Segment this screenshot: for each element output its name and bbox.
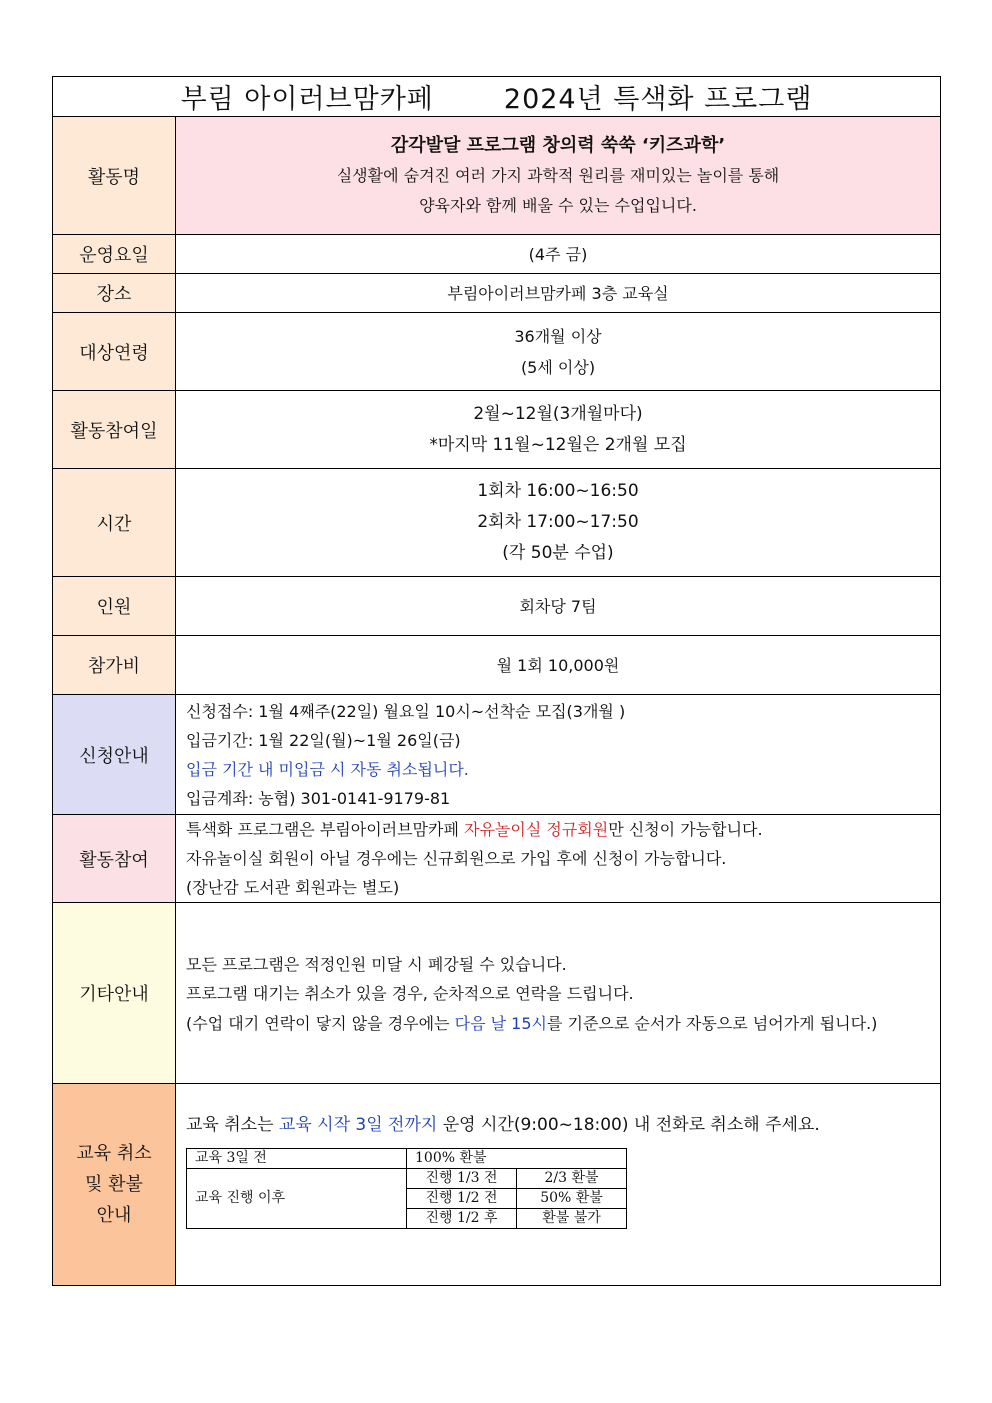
target-age-cell	[176, 313, 941, 391]
row-activity-name	[53, 117, 941, 235]
fee-value: 월 1회 10,000원	[176, 636, 941, 695]
row-application	[53, 695, 941, 815]
row-operating-day	[53, 235, 941, 274]
application-line-1: 신청접수: 1월 4째주(22일) 월요일 10시~선착순 모집(3개월 )	[186, 701, 626, 721]
capacity-value: 회차당 7팀	[176, 577, 941, 636]
row-participation-date	[53, 391, 941, 469]
row-target-age	[53, 313, 941, 391]
program-table	[52, 76, 941, 1286]
refund-intro-highlight: 교육 시작 3일 전까지	[278, 1114, 438, 1135]
label-activity-name: 활동명	[53, 117, 176, 235]
place-value: 부림아이러브맘카페 3층 교육실	[176, 274, 941, 313]
other-line-3-b: 를 기준으로 순서가 자동으로 넘어가게 됩니다.)	[546, 1014, 878, 1033]
label-target-age: 대상연령	[53, 313, 176, 391]
row-capacity	[53, 577, 941, 636]
participation-line-1-b: 만 신청이 가능합니다.	[608, 820, 763, 839]
participation-date-line-1: 2월~12월(3개월마다)	[473, 403, 643, 424]
other-line-3	[186, 1012, 932, 1036]
application-line-3: 입금 기간 내 미입금 시 자동 취소됩니다.	[186, 759, 469, 779]
row-refund	[53, 1084, 941, 1286]
participation-line-2: 자유놀이실 회원이 아닐 경우에는 신규회원으로 가입 후에 신청이 가능합니다.	[186, 849, 727, 868]
activity-headline: 감각발달 프로그램 창의력 쑥쑥 ‘키즈과학’	[390, 134, 726, 156]
label-application: 신청안내	[53, 695, 176, 815]
refund-label-1: 교육 취소	[76, 1143, 152, 1164]
label-fee: 참가비	[53, 636, 176, 695]
row-other	[53, 903, 941, 1084]
participation-line-1-highlight: 자유놀이실 정규회원	[464, 820, 609, 839]
other-cell	[176, 903, 941, 1084]
refund-before-value: 100% 환불	[407, 1148, 627, 1168]
label-time: 시간	[53, 469, 176, 577]
target-age-line-1: 36개월 이상	[514, 326, 602, 346]
time-cell	[176, 469, 941, 577]
operating-day-value: (4주 금)	[176, 235, 941, 274]
refund-label-2: 및 환불	[85, 1174, 143, 1195]
participation-date-line-2: *마지막 11월~12월은 2개월 모집	[429, 434, 687, 455]
title-left: 부림 아이러브맘카페	[180, 84, 434, 115]
refund-intro	[186, 1111, 940, 1140]
activity-desc-2: 양육자와 함께 배울 수 있는 수업입니다.	[419, 195, 697, 215]
other-line-3-a: (수업 대기 연락이 닿지 않을 경우에는	[186, 1014, 455, 1033]
refund-when: 진행 1/2 전	[407, 1188, 517, 1208]
target-age-line-2: (5세 이상)	[520, 357, 596, 377]
other-line-3-highlight: 다음 날 15시	[454, 1014, 547, 1033]
refund-row-before	[187, 1148, 627, 1168]
refund-before-label: 교육 3일 전	[187, 1148, 407, 1168]
refund-table	[186, 1148, 627, 1229]
other-line-2: 프로그램 대기는 취소가 있을 경우, 순차적으로 연락을 드립니다.	[186, 984, 634, 1003]
application-line-4: 입금계좌: 농협) 301-0141-9179-81	[186, 788, 451, 808]
title-row	[53, 77, 941, 117]
row-place	[53, 274, 941, 313]
refund-row-after-1	[187, 1168, 627, 1188]
participation-line-3: (장난감 도서관 회원과는 별도)	[186, 878, 400, 897]
participation-line-1-a: 특색화 프로그램은 부림아이러브맘카페	[186, 820, 465, 839]
participation-cell	[176, 815, 941, 903]
other-line-1: 모든 프로그램은 적정인원 미달 시 폐강될 수 있습니다.	[186, 955, 567, 974]
refund-after-label: 교육 진행 이후	[187, 1168, 407, 1228]
time-line-2: 2회차 17:00~17:50	[477, 512, 639, 532]
title-right: 2024년 특색화 프로그램	[503, 84, 813, 115]
application-line-2: 입금기간: 1월 22일(월)~1월 26일(금)	[186, 730, 461, 750]
label-other: 기타안내	[53, 903, 176, 1084]
refund-when: 진행 1/3 전	[407, 1168, 517, 1188]
time-line-1: 1회차 16:00~16:50	[477, 481, 639, 501]
label-capacity: 인원	[53, 577, 176, 636]
row-participation	[53, 815, 941, 903]
label-operating-day: 운영요일	[53, 235, 176, 274]
participation-date-cell	[176, 391, 941, 469]
refund-amount: 환불 불가	[517, 1208, 627, 1228]
refund-intro-b: 운영 시간(9:00~18:00) 내 전화로 취소해 주세요.	[437, 1114, 820, 1135]
label-refund	[53, 1084, 176, 1286]
label-place: 장소	[53, 274, 176, 313]
refund-cell	[176, 1084, 941, 1286]
activity-name-cell	[176, 117, 941, 235]
refund-when: 진행 1/2 후	[407, 1208, 517, 1228]
participation-line-1	[186, 815, 940, 844]
page-title	[53, 77, 941, 117]
row-time	[53, 469, 941, 577]
label-participation-date: 활동참여일	[53, 391, 176, 469]
label-participation: 활동참여	[53, 815, 176, 903]
refund-intro-a: 교육 취소는	[186, 1114, 279, 1135]
row-fee	[53, 636, 941, 695]
application-cell	[176, 695, 941, 815]
program-document	[52, 76, 940, 1286]
time-line-3: (각 50분 수업)	[502, 543, 614, 563]
activity-desc-1: 실생활에 숨겨진 여러 가지 과학적 원리를 재미있는 놀이를 통해	[336, 165, 780, 185]
refund-amount: 2/3 환불	[517, 1168, 627, 1188]
refund-label-3: 안내	[96, 1205, 132, 1226]
refund-amount: 50% 환불	[517, 1188, 627, 1208]
